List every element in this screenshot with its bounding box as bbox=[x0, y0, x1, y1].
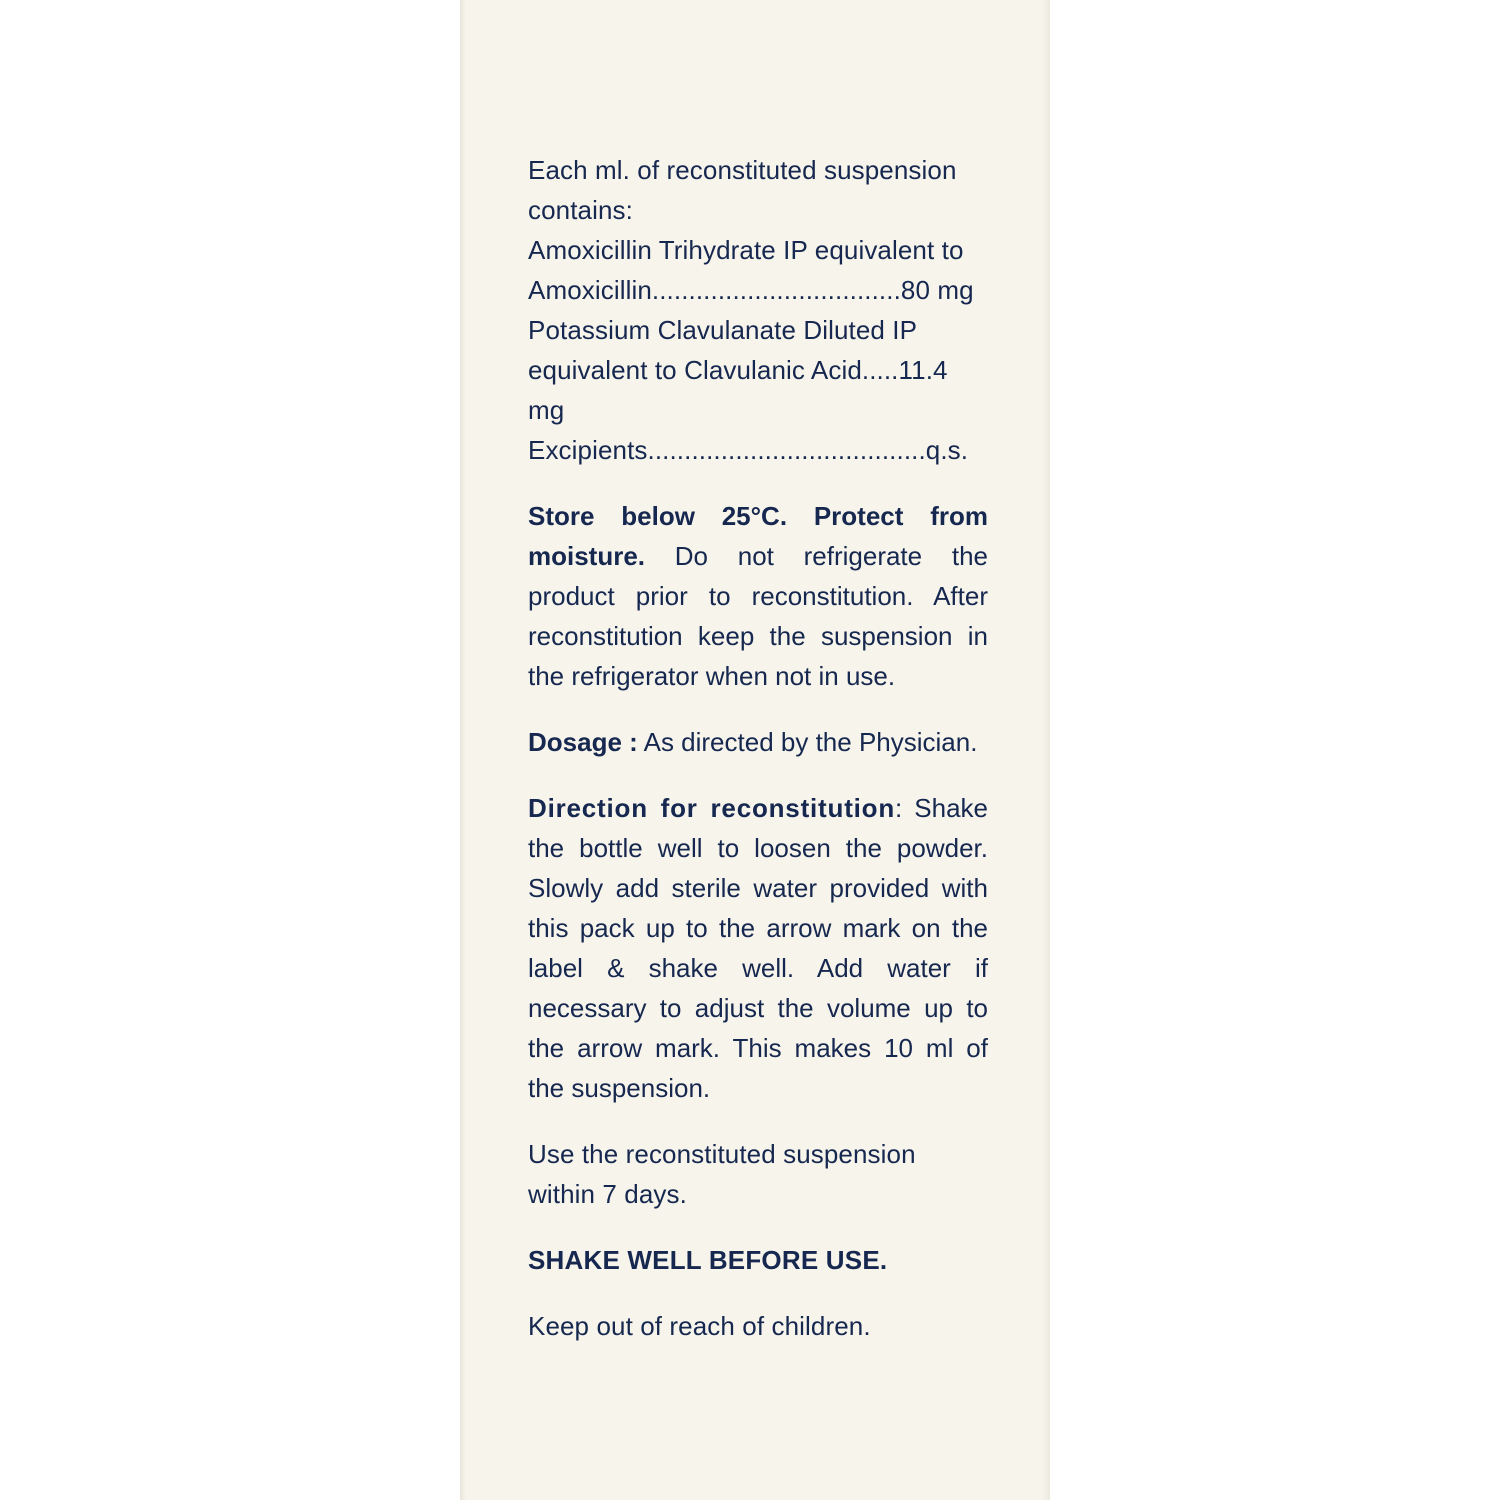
dosage-block bbox=[528, 722, 988, 762]
storage-instructions-block bbox=[528, 496, 988, 696]
carton-back-panel bbox=[460, 0, 1050, 1500]
reconstitution-text: Shake the bottle well to loosen the powder. Slowly add sterile water provided with this pack up to the arrow mark on the label & shake well. Add water if necessary to adjust the volume up to the arrow mark. This makes 10 ml of the suspension. bbox=[528, 793, 988, 1103]
ingredient-1-line-1: Amoxicillin Trihydrate IP equivalent to bbox=[528, 235, 964, 265]
keep-out-block bbox=[528, 1306, 988, 1346]
usage-period-line-2: within 7 days. bbox=[528, 1179, 687, 1209]
keep-out-of-reach-warning: Keep out of reach of children. bbox=[528, 1311, 871, 1341]
ingredient-2-line-2: equivalent to Clavulanic Acid.....11.4 mg bbox=[528, 355, 948, 425]
dosage-text: As directed by the Physician. bbox=[637, 727, 978, 757]
composition-heading-line-1: Each ml. of reconstituted suspension bbox=[528, 155, 957, 185]
storage-instructions-paragraph bbox=[528, 496, 988, 696]
storage-warning-bold: Store below 25°C. Protect from moisture. bbox=[528, 501, 988, 571]
composition-block bbox=[528, 150, 988, 470]
composition-heading-line-2: contains: bbox=[528, 195, 633, 225]
usage-period-line-1: Use the reconstituted suspension bbox=[528, 1139, 916, 1169]
storage-warning-rest: Do not refrigerate the product prior to reconstitution. After reconstitution keep the suspension in the refrigerator when not in use. bbox=[528, 541, 988, 691]
ingredient-1-line-2: Amoxicillin..................................80 mg bbox=[528, 275, 974, 305]
reconstitution-block bbox=[528, 788, 988, 1108]
reconstitution-colon: : bbox=[895, 793, 903, 823]
dosage-label: Dosage : bbox=[528, 727, 638, 757]
label-text-content bbox=[528, 150, 988, 1346]
reconstitution-paragraph bbox=[528, 788, 988, 1108]
dosage-paragraph bbox=[528, 722, 988, 762]
shake-well-warning: SHAKE WELL BEFORE USE. bbox=[528, 1245, 888, 1275]
ingredient-3-excipients: Excipients......................................q.s. bbox=[528, 435, 969, 465]
reconstitution-label: Direction for reconstitution bbox=[528, 793, 896, 823]
usage-period-block bbox=[528, 1134, 988, 1214]
ingredient-2-line-1: Potassium Clavulanate Diluted IP bbox=[528, 315, 918, 345]
shake-well-block bbox=[528, 1240, 988, 1280]
